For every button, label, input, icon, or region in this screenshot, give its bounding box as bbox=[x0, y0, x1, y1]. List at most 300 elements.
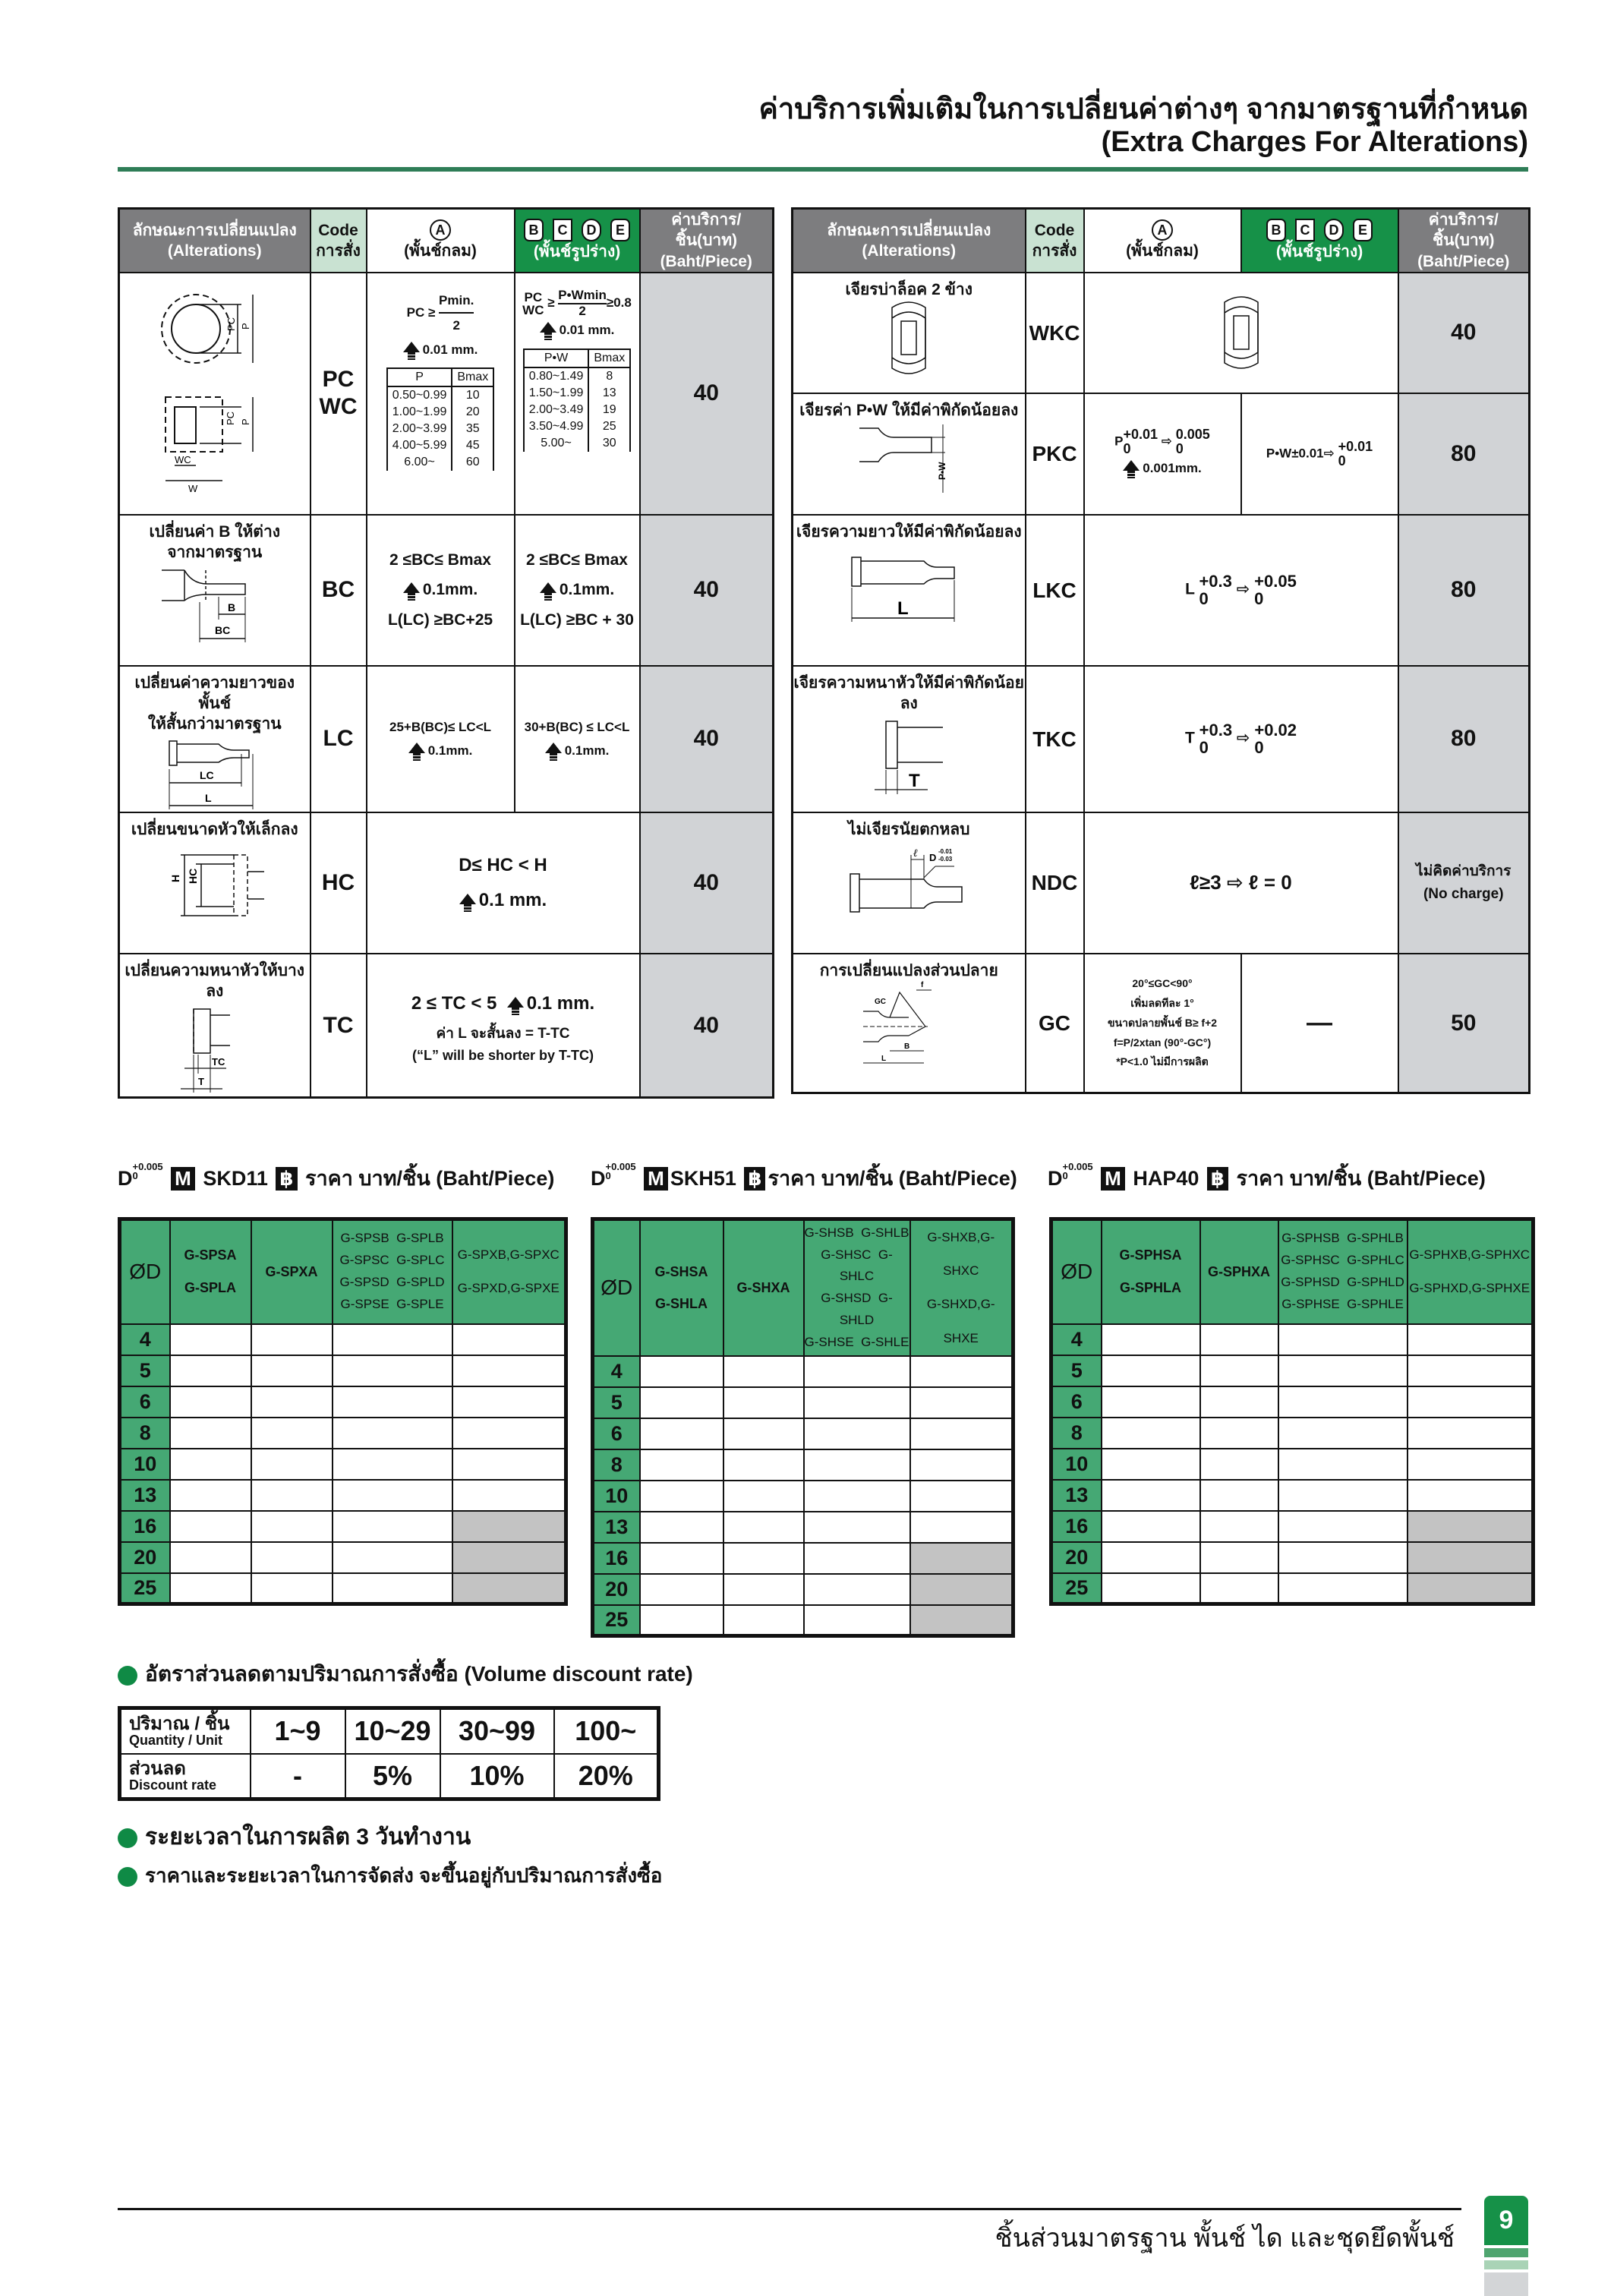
note-text: ราคาและระยะเวลาในการจัดส่ง จะขึ้นอยู่กับปริมาณการสั่งซื้อ bbox=[145, 1864, 663, 1887]
svg-text:ℓ: ℓ bbox=[913, 848, 919, 860]
sub-cell: 6.00~ bbox=[387, 454, 452, 471]
model: G-SHXD,G-SHXE bbox=[926, 1297, 995, 1345]
pc-step: 0.01 mm. bbox=[422, 342, 478, 357]
price-cell bbox=[170, 1355, 251, 1386]
price-cell bbox=[251, 1480, 333, 1511]
header-shaped-label: (พั้นช์รูปร่าง) bbox=[1275, 242, 1363, 260]
price-cell bbox=[1408, 1449, 1534, 1480]
price-cell bbox=[910, 1512, 1013, 1543]
alteration-desc: เปลี่ยนขนาดหัวให้เล็กลง bbox=[131, 820, 298, 838]
price-label: ราคา บาท/ชิ้น (Baht/Piece) bbox=[1236, 1167, 1486, 1190]
code-tc: TC bbox=[311, 954, 367, 1098]
sub-header: P•W bbox=[524, 349, 589, 367]
price-row bbox=[593, 1543, 1013, 1574]
model: G-SPHLC bbox=[1347, 1253, 1404, 1268]
price-row bbox=[120, 1418, 566, 1449]
pc-den: 2 bbox=[452, 318, 460, 333]
price-cell bbox=[1278, 1324, 1408, 1355]
tol-upper: +0.3 bbox=[1199, 721, 1233, 740]
header-col2: G-SPHXA bbox=[1200, 1219, 1278, 1324]
price-cell bbox=[1200, 1355, 1278, 1386]
price-cell bbox=[333, 1511, 452, 1542]
condition-line: 2 ≤BC≤ Bmax bbox=[389, 550, 491, 569]
tol-base: L bbox=[1185, 580, 1195, 598]
alteration-desc: เปลี่ยนค่า B ให้ต่าง bbox=[149, 522, 280, 541]
table-row bbox=[119, 954, 774, 1098]
model: G-SHLA bbox=[655, 1296, 708, 1312]
diameter-cell: 25 bbox=[1051, 1573, 1102, 1604]
price-table-header bbox=[1051, 1219, 1534, 1324]
unavailable-cell bbox=[1408, 1573, 1534, 1604]
condition-round-pkc: P+0.01 0 ⇨ 0.005 0 0.001mm. bbox=[1084, 393, 1241, 515]
diameter-cell: 25 bbox=[120, 1573, 170, 1604]
model: G-SHLE bbox=[861, 1335, 909, 1350]
price-cell bbox=[640, 1418, 723, 1449]
diameter-cell: 8 bbox=[593, 1449, 640, 1481]
svg-text:T: T bbox=[909, 771, 920, 792]
condition-step: 0.1mm. bbox=[422, 581, 478, 599]
unavailable-cell bbox=[452, 1573, 566, 1604]
price-cell bbox=[804, 1512, 910, 1543]
note-delivery bbox=[118, 1860, 662, 1891]
svg-text:L: L bbox=[881, 1055, 887, 1064]
svg-text:P: P bbox=[239, 323, 251, 330]
price-tkc: 80 bbox=[1398, 666, 1530, 812]
page-number: 9 bbox=[1484, 2196, 1528, 2245]
header-alterations-en: (Alterations) bbox=[862, 241, 957, 260]
model: G-SPXB,G-SPXC bbox=[457, 1247, 560, 1263]
diameter-cell: 8 bbox=[1051, 1418, 1102, 1449]
up-arrow-icon bbox=[403, 582, 420, 593]
volume-discount-heading bbox=[118, 1657, 693, 1691]
header-col3 bbox=[804, 1219, 910, 1356]
model: G-SPLE bbox=[396, 1297, 444, 1312]
header-price-en: (Baht/Piece) bbox=[1417, 252, 1510, 270]
tol-lower: 0 bbox=[1338, 453, 1346, 468]
alteration-lkc bbox=[793, 515, 1026, 666]
baht-icon: ฿ bbox=[276, 1167, 297, 1191]
condition-line: เพิ่มลดทีละ 1° bbox=[1130, 996, 1194, 1009]
price-cell bbox=[170, 1324, 251, 1355]
price-cell bbox=[640, 1512, 723, 1543]
condition-line: L(LC) ≥BC + 30 bbox=[520, 611, 634, 629]
price-row bbox=[593, 1356, 1013, 1387]
alteration-desc: เจียรความหนาหัวให้มีค่าพิกัดน้อยลง bbox=[793, 673, 1024, 713]
price-cell bbox=[723, 1356, 804, 1387]
price-row bbox=[120, 1355, 566, 1386]
price-cell bbox=[1408, 1480, 1534, 1511]
price-cell bbox=[452, 1324, 566, 1355]
price-cell bbox=[640, 1543, 723, 1574]
unavailable-cell bbox=[452, 1542, 566, 1573]
discount-cell: 5% bbox=[345, 1754, 440, 1799]
price-cell bbox=[640, 1387, 723, 1418]
gc-diagram-icon bbox=[856, 981, 962, 1068]
price-row bbox=[593, 1387, 1013, 1418]
price-tc: 40 bbox=[640, 954, 774, 1098]
alteration-desc: เจียรความยาวให้มีค่าพิกัดน้อยลง bbox=[796, 522, 1022, 541]
up-arrow-icon bbox=[540, 322, 556, 333]
price-cell bbox=[1102, 1542, 1200, 1573]
tol-upper: 0.005 bbox=[1175, 427, 1210, 443]
tol-upper: +0.3 bbox=[1199, 572, 1232, 591]
header-price-th: ค่าบริการ/ชิ้น(บาท) bbox=[671, 211, 742, 250]
header-alterations-th: ลักษณะการเปลี่ยนแปลง bbox=[132, 221, 297, 239]
code-lc: LC bbox=[311, 666, 367, 812]
price-table-header bbox=[593, 1219, 1013, 1356]
unavailable-cell bbox=[910, 1605, 1013, 1636]
condition-round-gc bbox=[1084, 954, 1241, 1093]
condition-shaped-gc: — bbox=[1241, 954, 1398, 1093]
model: G-SHSA bbox=[654, 1263, 708, 1279]
condition-line: 20°≤GC<90° bbox=[1132, 976, 1193, 989]
price-cell bbox=[804, 1387, 910, 1418]
header-code bbox=[311, 209, 367, 273]
condition-line: ℓ≥3 ⇨ ℓ = 0 bbox=[1190, 871, 1292, 894]
pc-label: PC bbox=[524, 289, 543, 304]
badge-b: B bbox=[524, 219, 544, 241]
model: G-SHXB,G-SHXC bbox=[927, 1230, 995, 1279]
volume-discount-table bbox=[118, 1706, 660, 1801]
condition-round-pc bbox=[367, 273, 515, 515]
price-cell bbox=[1278, 1511, 1408, 1542]
price-table-title-skd11 bbox=[118, 1162, 554, 1194]
condition-line: 2 ≤ TC < 5 bbox=[411, 992, 497, 1014]
pc-num: Pmin. bbox=[439, 289, 474, 314]
diameter-cell: 13 bbox=[120, 1480, 170, 1511]
svg-text:T: T bbox=[197, 1076, 204, 1088]
alteration-tc bbox=[119, 954, 311, 1098]
condition-shaped-pkc: P•W±0.01⇨ +0.01 0 bbox=[1241, 393, 1398, 515]
price-cell bbox=[910, 1449, 1013, 1481]
table-row bbox=[793, 954, 1530, 1093]
header-code-th: การสั่ง bbox=[1032, 241, 1077, 260]
table-row bbox=[119, 273, 774, 515]
price-cell bbox=[333, 1480, 452, 1511]
tc-diagram-icon bbox=[169, 1001, 260, 1096]
condition-shaped-lc bbox=[515, 666, 640, 812]
svg-text:BC: BC bbox=[214, 624, 230, 637]
price-cell bbox=[1278, 1418, 1408, 1449]
header-col1 bbox=[170, 1219, 251, 1324]
price-cell bbox=[804, 1449, 910, 1481]
svg-text:TC: TC bbox=[211, 1056, 225, 1068]
material-icon: M bbox=[1101, 1167, 1125, 1191]
svg-text:-0.01: -0.01 bbox=[938, 848, 953, 856]
model: G-SPLC bbox=[396, 1253, 445, 1268]
model: G-SPHXB,G-SPHXC bbox=[1409, 1247, 1530, 1263]
header-round-label: (พั้นช์กลม) bbox=[1126, 241, 1199, 260]
alteration-desc: ให้สั้นกว่ามาตรฐาน bbox=[147, 715, 282, 733]
condition-step: 0.1mm. bbox=[564, 743, 610, 758]
price-cell bbox=[251, 1511, 333, 1542]
pw-den: 2 bbox=[578, 303, 586, 318]
diameter-cell: 10 bbox=[120, 1449, 170, 1480]
price-cell bbox=[804, 1543, 910, 1574]
quantity-label bbox=[120, 1708, 251, 1754]
svg-text:L: L bbox=[204, 791, 212, 804]
diameter-cell: 5 bbox=[120, 1355, 170, 1386]
header-col3 bbox=[1278, 1219, 1408, 1324]
alteration-desc: เจียรค่า P•W ให้มีค่าพิกัดน้อยลง bbox=[799, 401, 1019, 419]
header-od: ØD bbox=[593, 1219, 640, 1356]
price-row bbox=[1051, 1324, 1534, 1355]
discount-label-th: ส่วนลด bbox=[129, 1758, 186, 1779]
tol-lower: 0 bbox=[1199, 589, 1209, 609]
sub-cell: 25 bbox=[588, 418, 630, 435]
price-row bbox=[1051, 1480, 1534, 1511]
tol-lower: 0 bbox=[1254, 738, 1264, 758]
header-alterations bbox=[119, 209, 311, 273]
svg-text:W: W bbox=[188, 483, 198, 495]
svg-text:LC: LC bbox=[199, 768, 214, 781]
quantity-cell: 100~ bbox=[554, 1708, 659, 1754]
sub-cell: 4.00~5.99 bbox=[387, 437, 452, 454]
condition-line: f=P/2xtan (90°-GC°) bbox=[1113, 1036, 1212, 1049]
discount-row bbox=[120, 1754, 659, 1799]
condition-shaped-pc bbox=[515, 273, 640, 515]
alteration-desc: เปลี่ยนความหนาหัวให้บางลง bbox=[125, 961, 305, 1001]
unavailable-cell bbox=[910, 1543, 1013, 1574]
page-tab-stripe bbox=[1484, 2248, 1528, 2257]
price-cell bbox=[723, 1605, 804, 1636]
header-shaped-punch bbox=[1241, 209, 1398, 273]
model: G-SPXD,G-SPXE bbox=[457, 1281, 560, 1296]
alteration-pkc bbox=[793, 393, 1026, 515]
price-lkc: 80 bbox=[1398, 515, 1530, 666]
price-label: ราคา บาท/ชิ้น (Baht/Piece) bbox=[305, 1167, 555, 1190]
diameter-cell: 10 bbox=[1051, 1449, 1102, 1480]
condition-shaped-bc bbox=[515, 515, 640, 666]
svg-text:B: B bbox=[227, 601, 235, 614]
quantity-cell: 30~99 bbox=[440, 1708, 554, 1754]
header-price-th: ค่าบริการ/ชิ้น(บาท) bbox=[1428, 211, 1499, 250]
sub-cell: 8 bbox=[588, 367, 630, 385]
model: G-SPSE bbox=[340, 1297, 389, 1312]
price-row bbox=[1051, 1542, 1534, 1573]
model: G-SPSA bbox=[184, 1247, 237, 1263]
svg-text:PC: PC bbox=[224, 412, 236, 426]
tol-lower: 0 bbox=[1123, 441, 1131, 457]
condition-tc bbox=[367, 954, 640, 1098]
tol-lower: 0 bbox=[1254, 589, 1264, 609]
price-cell bbox=[804, 1356, 910, 1387]
tol-lower: 0 bbox=[1199, 738, 1209, 758]
header-col4 bbox=[1408, 1219, 1534, 1324]
page-title-english: (Extra Charges For Alterations) bbox=[1101, 126, 1528, 158]
condition-ndc bbox=[1084, 812, 1398, 954]
alterations-table-right bbox=[791, 207, 1530, 1094]
price-cell bbox=[723, 1481, 804, 1512]
pkc-diagram-icon bbox=[848, 421, 969, 497]
bullet-icon bbox=[118, 1666, 137, 1686]
sub-cell: 5.00~ bbox=[524, 435, 589, 452]
material-name: HAP40 bbox=[1133, 1167, 1199, 1190]
alteration-wkc bbox=[793, 273, 1026, 393]
price-cell bbox=[333, 1542, 452, 1573]
condition-round-lc bbox=[367, 666, 515, 812]
svg-text:f: f bbox=[921, 981, 924, 990]
price-pc-wc: 40 bbox=[640, 273, 774, 515]
quantity-label-th: ปริมาณ / ชิ้น bbox=[129, 1714, 230, 1735]
footer-text: ชิ้นส่วนมาตรฐาน พั้นช์ ได และชุดยึดพั้นช์ bbox=[995, 2224, 1455, 2253]
price-cell bbox=[640, 1449, 723, 1481]
wkc-diagram-icon bbox=[886, 300, 932, 376]
sub-cell: 13 bbox=[588, 385, 630, 402]
table-header-row bbox=[793, 209, 1530, 273]
baht-icon: ฿ bbox=[1207, 1167, 1228, 1191]
discount-label-en: Discount rate bbox=[129, 1777, 217, 1793]
condition-step: 0.001mm. bbox=[1143, 461, 1202, 476]
price-row bbox=[593, 1481, 1013, 1512]
sub-cell: 30 bbox=[588, 435, 630, 452]
ndc-diagram-icon bbox=[844, 840, 973, 927]
header-divider bbox=[118, 167, 1528, 172]
price-row bbox=[120, 1324, 566, 1355]
page-tab-stripe bbox=[1484, 2272, 1528, 2296]
tol-base: D bbox=[118, 1167, 133, 1190]
model: G-SHSC bbox=[821, 1247, 872, 1262]
condition-step: 0.1mm. bbox=[559, 581, 615, 599]
model: G-SPHLD bbox=[1347, 1275, 1404, 1290]
price-cell bbox=[1102, 1355, 1200, 1386]
price-cell bbox=[251, 1449, 333, 1480]
pw-tail: ≥0.8 bbox=[606, 295, 632, 311]
price-row bbox=[1051, 1573, 1534, 1604]
price-cell bbox=[1278, 1449, 1408, 1480]
price-table-title-skh51 bbox=[591, 1162, 1017, 1194]
price-cell bbox=[333, 1449, 452, 1480]
price-cell bbox=[170, 1418, 251, 1449]
condition-step: 0.1 mm. bbox=[478, 889, 547, 910]
alteration-desc: จากมาตรฐาน bbox=[167, 544, 263, 562]
up-arrow-icon bbox=[545, 743, 562, 753]
code-gc: GC bbox=[1026, 954, 1084, 1093]
price-cell bbox=[723, 1387, 804, 1418]
svg-text:L: L bbox=[897, 598, 909, 620]
material-name: SKH51 bbox=[670, 1167, 736, 1190]
model: G-SHLD bbox=[839, 1291, 893, 1328]
page-title-thai: ค่าบริการเพิ่มเติมในการเปลี่ยนค่าต่างๆ จากมาตรฐานที่กำหนด bbox=[758, 93, 1528, 125]
diameter-cell: 8 bbox=[120, 1418, 170, 1449]
price-row bbox=[120, 1573, 566, 1604]
price-cell bbox=[1408, 1324, 1534, 1355]
tol-upper: +0.02 bbox=[1254, 721, 1297, 740]
price-cell bbox=[1102, 1573, 1200, 1604]
price-cell bbox=[1200, 1449, 1278, 1480]
lkc-diagram-icon bbox=[844, 542, 973, 626]
page-tab-stripe bbox=[1484, 2260, 1528, 2269]
header-col4 bbox=[452, 1219, 566, 1324]
price-cell bbox=[1102, 1449, 1200, 1480]
price-cell bbox=[723, 1512, 804, 1543]
badge-c: C bbox=[553, 219, 572, 241]
header-od: ØD bbox=[120, 1219, 170, 1324]
tol-upper: +0.01 bbox=[1123, 427, 1158, 443]
price-cell bbox=[251, 1386, 333, 1418]
sub-cell: 2.00~3.49 bbox=[524, 402, 589, 418]
hc-diagram-icon bbox=[162, 840, 268, 923]
price-row bbox=[593, 1574, 1013, 1605]
badge-e: E bbox=[1353, 219, 1373, 241]
pw-step: 0.01 mm. bbox=[559, 323, 615, 338]
svg-text:-0.03: -0.03 bbox=[938, 856, 953, 863]
table-row bbox=[793, 666, 1530, 812]
sub-cell: 0.80~1.49 bbox=[524, 367, 589, 385]
header-code-en: Code bbox=[318, 221, 358, 239]
price-cell bbox=[1102, 1386, 1200, 1418]
price-cell bbox=[251, 1355, 333, 1386]
price-cell bbox=[1278, 1480, 1408, 1511]
alteration-lc bbox=[119, 666, 311, 812]
price-cell bbox=[1408, 1355, 1534, 1386]
alteration-tkc bbox=[793, 666, 1026, 812]
diameter-cell: 6 bbox=[1051, 1386, 1102, 1418]
tol-lower: 0 bbox=[605, 1170, 611, 1181]
note-production-time bbox=[118, 1819, 471, 1855]
tol-upper: +0.005 bbox=[132, 1161, 163, 1173]
table-row bbox=[119, 812, 774, 954]
model: G-SHLC bbox=[839, 1247, 893, 1284]
condition-line: (“L” will be shorter by T-TC) bbox=[411, 1048, 594, 1064]
badge-a: A bbox=[1152, 219, 1173, 241]
model: G-SPHXD,G-SPHXE bbox=[1409, 1281, 1530, 1296]
price-lc: 40 bbox=[640, 666, 774, 812]
price-cell bbox=[640, 1481, 723, 1512]
tol-upper: +0.05 bbox=[1254, 572, 1297, 591]
model: G-SPSD bbox=[339, 1275, 389, 1290]
badge-b: B bbox=[1266, 219, 1286, 241]
quantity-label-en: Quantity / Unit bbox=[129, 1733, 222, 1749]
alteration-desc: เปลี่ยนค่าความยาวของพั้นช์ bbox=[134, 673, 295, 713]
sub-header: Bmax bbox=[588, 349, 630, 367]
sub-cell: 20 bbox=[452, 404, 493, 421]
price-cell bbox=[452, 1480, 566, 1511]
code-pkc: PKC bbox=[1026, 393, 1084, 515]
price-cell bbox=[251, 1324, 333, 1355]
alterations-table-left bbox=[118, 207, 774, 1099]
price-cell bbox=[1200, 1386, 1278, 1418]
price-pkc: 80 bbox=[1398, 393, 1530, 515]
header-col1 bbox=[640, 1219, 723, 1356]
price-cell bbox=[333, 1324, 452, 1355]
tol-upper: +0.005 bbox=[1062, 1161, 1093, 1173]
model: G-SHSD bbox=[821, 1291, 872, 1306]
sub-cell: 35 bbox=[452, 421, 493, 437]
diameter-cell: 20 bbox=[120, 1542, 170, 1573]
tol-upper: +0.01 bbox=[1338, 439, 1373, 454]
diameter-cell: 4 bbox=[120, 1324, 170, 1355]
code-wkc: WKC bbox=[1026, 273, 1084, 393]
price-cell bbox=[251, 1418, 333, 1449]
svg-text:GC: GC bbox=[875, 998, 887, 1007]
condition-line: L(LC) ≥BC+25 bbox=[387, 611, 493, 629]
table-row bbox=[119, 666, 774, 812]
condition-line: D≤ HC < H bbox=[459, 855, 547, 876]
price-cell bbox=[1408, 1386, 1534, 1418]
tol-lower: 0 bbox=[1062, 1170, 1068, 1181]
condition-line: ค่า L จะสั้นลง = T-TC bbox=[436, 1026, 570, 1042]
header-col1 bbox=[1102, 1219, 1200, 1324]
condition-line: *P<1.0 ไม่มีการผลิต bbox=[1116, 1055, 1209, 1068]
alteration-ndc bbox=[793, 812, 1026, 954]
price-ndc bbox=[1398, 812, 1530, 954]
model: G-SPLA bbox=[184, 1280, 236, 1296]
price-row bbox=[1051, 1449, 1534, 1480]
price-cell bbox=[1102, 1324, 1200, 1355]
price-cell bbox=[333, 1573, 452, 1604]
unavailable-cell bbox=[452, 1511, 566, 1542]
